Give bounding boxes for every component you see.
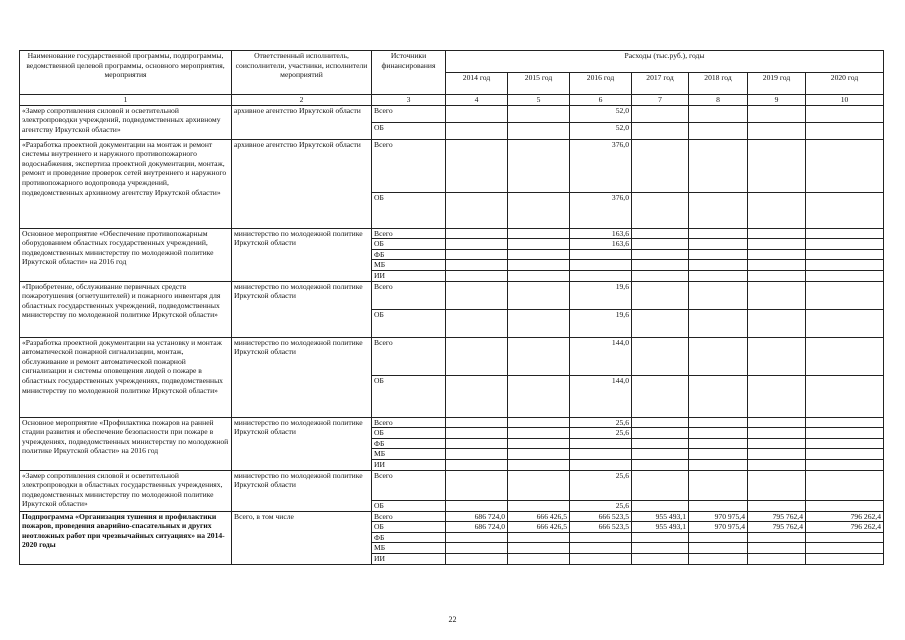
expense-value (508, 470, 570, 500)
expense-value: 686 724,0 (446, 522, 508, 533)
expense-value (689, 139, 748, 192)
expense-value (446, 309, 508, 337)
expense-value (806, 309, 884, 337)
expense-value: 796 262,4 (806, 511, 884, 522)
expense-value (570, 553, 632, 564)
expense-value (446, 500, 508, 511)
column-number: 1 (20, 95, 232, 106)
expense-value (689, 249, 748, 260)
expense-value (748, 239, 806, 250)
expense-value: 666 523,5 (570, 522, 632, 533)
expense-value (689, 532, 748, 543)
expense-value (689, 553, 748, 564)
expense-value (570, 543, 632, 554)
table-row (20, 228, 884, 239)
expense-value: 25,6 (570, 500, 632, 511)
measure-executor: Всего, в том числе (232, 511, 372, 564)
table-row (20, 337, 884, 375)
expense-value (632, 239, 689, 250)
column-number: 7 (632, 95, 689, 106)
expense-value (570, 449, 632, 460)
expense-value (748, 260, 806, 271)
expense-value (748, 532, 806, 543)
expense-value (632, 553, 689, 564)
expense-value (806, 139, 884, 192)
expense-value (748, 281, 806, 309)
expense-value (806, 375, 884, 417)
expense-value (748, 228, 806, 239)
expense-value: 19,6 (570, 309, 632, 337)
expense-value (570, 270, 632, 281)
expense-value (446, 449, 508, 460)
expense-value (806, 543, 884, 554)
expense-value (632, 337, 689, 375)
expense-value (632, 438, 689, 449)
expense-value: 795 762,4 (748, 522, 806, 533)
expense-value: 25,6 (570, 470, 632, 500)
expense-value: 52,0 (570, 122, 632, 139)
column-number: 2 (232, 95, 372, 106)
expense-value: 376,0 (570, 192, 632, 228)
expense-value (508, 139, 570, 192)
expense-value (570, 260, 632, 271)
column-number: 4 (446, 95, 508, 106)
header-executor: Ответственный исполнитель, соисполнители, участники, исполнители мероприятий (232, 51, 372, 95)
table-row (20, 511, 884, 522)
expense-value (446, 459, 508, 470)
expense-value (689, 543, 748, 554)
measure-executor: архивное агентство Иркутской области (232, 139, 372, 228)
expense-value: 666 426,5 (508, 522, 570, 533)
expense-value (748, 105, 806, 122)
funding-source: ОБ (372, 239, 446, 250)
funding-source: Всего (372, 511, 446, 522)
header-name: Наименование государственной программы, подпрограммы, ведомственной целевой программы, основного мероприятия, мероприятия (20, 51, 232, 95)
expense-value (508, 270, 570, 281)
expense-value (806, 122, 884, 139)
table-row (20, 105, 884, 122)
expense-value (446, 139, 508, 192)
expense-value (806, 249, 884, 260)
expense-value (508, 337, 570, 375)
column-number: 8 (689, 95, 748, 106)
expense-value (689, 270, 748, 281)
expense-value (570, 459, 632, 470)
expense-value (446, 543, 508, 554)
expense-value (689, 239, 748, 250)
measure-executor: министерство по молодежной политике Иркутской области (232, 228, 372, 281)
expense-value (446, 532, 508, 543)
expense-value: 19,6 (570, 281, 632, 309)
expense-value (508, 105, 570, 122)
expense-value (748, 122, 806, 139)
expense-value (689, 438, 748, 449)
measure-executor: министерство по молодежной политике Иркутской области (232, 417, 372, 470)
expense-value (748, 449, 806, 460)
measure-name: Подпрограмма «Организация тушения и профилактики пожаров, проведения аварийно-спасательных и других неотложных работ при чрезвычайных ситуациях» на 2014-2020 годы (20, 511, 232, 564)
funding-source: ОБ (372, 428, 446, 439)
expense-value (508, 532, 570, 543)
expense-value (806, 500, 884, 511)
funding-source: ИИ (372, 553, 446, 564)
expense-value: 955 493,1 (632, 522, 689, 533)
funding-source: ОБ (372, 500, 446, 511)
measure-name: Основное мероприятие «Обеспечение противопожарным оборудованием областных государственных учреждений, подведомственных министерству по молодежной политике Иркутской области» на 2016 год (20, 228, 232, 281)
funding-source: Всего (372, 417, 446, 428)
expense-value (806, 228, 884, 239)
header-year: 2015 год (508, 73, 570, 95)
expense-value (508, 281, 570, 309)
expense-value (446, 192, 508, 228)
expense-value (446, 105, 508, 122)
header-year: 2019 год (748, 73, 806, 95)
expense-value (748, 428, 806, 439)
expense-value (632, 192, 689, 228)
expense-value (632, 543, 689, 554)
funding-source: ОБ (372, 375, 446, 417)
measure-executor: министерство по молодежной политике Иркутской области (232, 281, 372, 337)
expense-value: 52,0 (570, 105, 632, 122)
measure-executor: министерство по молодежной политике Иркутской области (232, 337, 372, 417)
expense-value (632, 500, 689, 511)
measure-name: «Замер сопротивления силовой и осветительной электропроводки в областных государственных учреждениях, подведомственных министерству по молодежной политике Иркутской области» (20, 470, 232, 511)
expense-value (689, 449, 748, 460)
expense-value (508, 543, 570, 554)
expense-value (689, 375, 748, 417)
expense-value (806, 532, 884, 543)
expense-value (689, 459, 748, 470)
expense-value (632, 105, 689, 122)
column-numbers-row (20, 95, 884, 106)
expense-value (508, 122, 570, 139)
expense-value (508, 417, 570, 428)
expense-value (446, 428, 508, 439)
expense-value (570, 532, 632, 543)
column-number: 10 (806, 95, 884, 106)
funding-source: ИИ (372, 270, 446, 281)
expense-value (748, 139, 806, 192)
expense-value (508, 260, 570, 271)
measure-name: «Замер сопротивления силовой и осветительной электропроводки учреждений, подведомственных архивному агентству Иркутской области» (20, 105, 232, 139)
expense-value (508, 375, 570, 417)
expense-value (446, 249, 508, 260)
expense-value (632, 459, 689, 470)
expense-value (748, 470, 806, 500)
measure-executor: министерство по молодежной политике Иркутской области (232, 470, 372, 511)
expense-value (508, 500, 570, 511)
funding-source: Всего (372, 281, 446, 309)
expense-value (689, 417, 748, 428)
expense-value (446, 270, 508, 281)
expense-value (748, 438, 806, 449)
expense-value (446, 553, 508, 564)
expense-value (806, 417, 884, 428)
expense-value (748, 249, 806, 260)
expense-value: 376,0 (570, 139, 632, 192)
column-number: 6 (570, 95, 632, 106)
expense-value (632, 375, 689, 417)
expense-value (446, 239, 508, 250)
expense-value (689, 428, 748, 439)
expense-value (806, 281, 884, 309)
expense-value (632, 532, 689, 543)
expense-value (689, 281, 748, 309)
expense-value (446, 470, 508, 500)
expense-value (632, 270, 689, 281)
expense-value (508, 459, 570, 470)
expense-value (806, 449, 884, 460)
header-expenses: Расходы (тыс.руб.), годы (446, 51, 884, 73)
expense-value (508, 309, 570, 337)
expense-value (508, 553, 570, 564)
measure-executor: архивное агентство Иркутской области (232, 105, 372, 139)
expense-value: 25,6 (570, 417, 632, 428)
column-number: 5 (508, 95, 570, 106)
expense-value: 796 262,4 (806, 522, 884, 533)
expense-value (446, 228, 508, 239)
expense-value (806, 239, 884, 250)
table-row (20, 139, 884, 192)
expense-value: 970 975,4 (689, 511, 748, 522)
expense-value (446, 438, 508, 449)
expense-value (508, 239, 570, 250)
expense-value (748, 192, 806, 228)
expense-value: 144,0 (570, 337, 632, 375)
expense-value: 955 493,1 (632, 511, 689, 522)
expense-value (689, 470, 748, 500)
expense-value: 666 426,5 (508, 511, 570, 522)
expense-value (748, 543, 806, 554)
funding-source: Всего (372, 228, 446, 239)
expense-value (748, 309, 806, 337)
expense-value (632, 228, 689, 239)
expense-value (806, 470, 884, 500)
page-number: 22 (448, 615, 457, 624)
header-year: 2020 год (806, 73, 884, 95)
funding-source: ФБ (372, 249, 446, 260)
expense-value (748, 553, 806, 564)
expense-value (446, 260, 508, 271)
funding-source: Всего (372, 470, 446, 500)
measure-name: «Разработка проектной документации на установку и монтаж автоматической пожарной сигнализации, монтаж, обслуживание и ремонт автоматической пожарной сигнализации и системы оповещения людей о пожаре в областных государственных учреждениях, подведомственных министерству по молодежной политике Иркутской области» (20, 337, 232, 417)
expense-value (632, 449, 689, 460)
header-year: 2017 год (632, 73, 689, 95)
expense-value: 666 523,5 (570, 511, 632, 522)
table-row (20, 417, 884, 428)
expense-value (689, 192, 748, 228)
table-row (20, 281, 884, 309)
expense-value (508, 428, 570, 439)
header-year: 2016 год (570, 73, 632, 95)
header-year: 2014 год (446, 73, 508, 95)
expense-value (632, 417, 689, 428)
expense-value (508, 192, 570, 228)
expense-value: 25,6 (570, 428, 632, 439)
expense-value (806, 553, 884, 564)
funding-source: МБ (372, 449, 446, 460)
expense-value (632, 260, 689, 271)
expense-value: 686 724,0 (446, 511, 508, 522)
expense-value (806, 105, 884, 122)
expense-value: 144,0 (570, 375, 632, 417)
column-number: 9 (748, 95, 806, 106)
funding-source: ОБ (372, 122, 446, 139)
expense-value (689, 337, 748, 375)
expense-value (570, 438, 632, 449)
expense-value (570, 249, 632, 260)
expense-value (689, 105, 748, 122)
expense-value (748, 459, 806, 470)
expense-value (632, 122, 689, 139)
header-year: 2018 год (689, 73, 748, 95)
expense-value (446, 417, 508, 428)
expense-value (806, 337, 884, 375)
expense-value: 163,6 (570, 228, 632, 239)
expense-value (632, 249, 689, 260)
expenses-table (19, 50, 884, 565)
measure-name: «Разработка проектной документации на монтаж и ремонт системы внутреннего и наружного противопожарного водоснабжения, экспертиза проектной документации, монтаж, ремонт и проведение проверок сетей внутреннего и наружного противопожарного водопровода учреждений, подведомственных архивному агентству Иркутской области» (20, 139, 232, 228)
expense-value (806, 459, 884, 470)
header-row (20, 51, 884, 73)
expense-value (446, 375, 508, 417)
expense-value (632, 309, 689, 337)
expense-value (689, 500, 748, 511)
expense-value (632, 470, 689, 500)
funding-source: ИИ (372, 459, 446, 470)
expense-value (748, 270, 806, 281)
expense-value (446, 122, 508, 139)
expense-value (689, 260, 748, 271)
expense-value: 163,6 (570, 239, 632, 250)
expense-value (508, 228, 570, 239)
expense-value (806, 192, 884, 228)
measure-name: «Приобретение, обслуживание первичных средств пожаротушения (огнетушителей) и пожарного инвентаря для областных государственных учреждений, подведомственных министерству по молодежной политике Иркутской области» (20, 281, 232, 337)
funding-source: ОБ (372, 522, 446, 533)
expense-value (632, 281, 689, 309)
expense-value (446, 337, 508, 375)
measure-name: Основное мероприятие «Профилактика пожаров на ранней стадии развития и обеспечение безопасности при пожаре в учреждениях, подведомственных министерству по молодежной политике Иркутской области» на 2016 год (20, 417, 232, 470)
expense-value (689, 228, 748, 239)
expense-value (806, 438, 884, 449)
funding-source: ФБ (372, 438, 446, 449)
expense-value (748, 417, 806, 428)
expense-value: 970 975,4 (689, 522, 748, 533)
expense-value (632, 428, 689, 439)
column-number: 3 (372, 95, 446, 106)
funding-source: МБ (372, 260, 446, 271)
expense-value (748, 337, 806, 375)
expense-value (508, 438, 570, 449)
header-source: Источники финансирования (372, 51, 446, 95)
table-row (20, 470, 884, 500)
expense-value (446, 281, 508, 309)
funding-source: ФБ (372, 532, 446, 543)
funding-source: МБ (372, 543, 446, 554)
funding-source: ОБ (372, 192, 446, 228)
funding-source: ОБ (372, 309, 446, 337)
expense-value (508, 249, 570, 260)
expense-value (632, 139, 689, 192)
funding-source: Всего (372, 105, 446, 122)
expense-value (806, 428, 884, 439)
expense-value (748, 500, 806, 511)
expense-value (689, 122, 748, 139)
funding-source: Всего (372, 139, 446, 192)
expense-value (748, 375, 806, 417)
funding-source: Всего (372, 337, 446, 375)
expense-value: 795 762,4 (748, 511, 806, 522)
expense-value (508, 449, 570, 460)
expense-value (806, 270, 884, 281)
expense-value (689, 309, 748, 337)
expense-value (806, 260, 884, 271)
